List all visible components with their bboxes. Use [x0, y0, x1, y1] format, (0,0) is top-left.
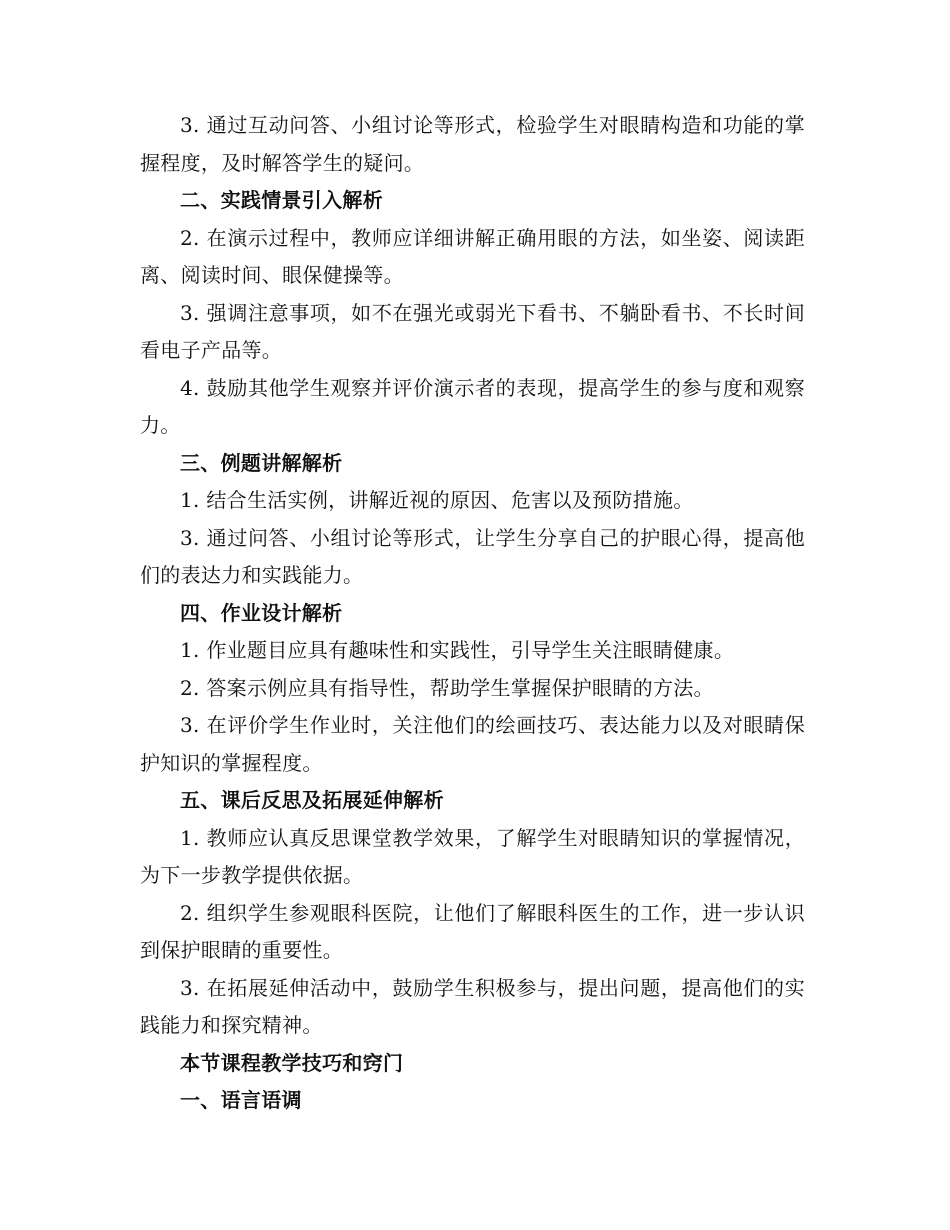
paragraph: 2. 答案示例应具有指导性，帮助学生掌握保护眼睛的方法。 — [180, 675, 714, 700]
paragraph: 1. 教师应认真反思课堂教学效果，了解学生对眼睛知识的掌握情况，为下一步教学提供依据。 — [140, 825, 805, 887]
section-heading: 二、实践情景引入解析 — [180, 188, 383, 212]
paragraph: 3. 通过问答、小组讨论等形式，让学生分享自己的护眼心得，提高他们的表达力和实践能力。 — [140, 525, 805, 587]
section-heading: 本节课程教学技巧和窍门 — [180, 1050, 404, 1075]
section-heading: 一、语言语调 — [180, 1088, 302, 1112]
paragraph: 3. 通过互动问答、小组讨论等形式，检验学生对眼睛构造和功能的掌握程度，及时解答学生的疑问。 — [140, 113, 805, 175]
paragraph: 3. 强调注意事项，如不在强光或弱光下看书、不躺卧看书、不长时间看电子产品等。 — [140, 300, 805, 362]
paragraph: 1. 作业题目应具有趣味性和实践性，引导学生关注眼睛健康。 — [180, 638, 735, 662]
paragraph: 4. 鼓励其他学生观察并评价演示者的表现，提高学生的参与度和观察力。 — [140, 375, 805, 437]
paragraph: 3. 在评价学生作业时，关注他们的绘画技巧、表达能力以及对眼睛保护知识的掌握程度。 — [140, 713, 805, 775]
paragraph: 2. 在演示过程中，教师应详细讲解正确用眼的方法，如坐姿、阅读距离、阅读时间、眼保健操等。 — [140, 225, 805, 287]
section-heading: 三、例题讲解解析 — [180, 450, 343, 475]
paragraph: 3. 在拓展延伸活动中，鼓励学生积极参与，提出问题，提高他们的实践能力和探究精神。 — [140, 975, 805, 1037]
paragraph: 2. 组织学生参观眼科医院，让他们了解眼科医生的工作，进一步认识到保护眼睛的重要性。 — [140, 900, 805, 962]
paragraph: 1. 结合生活实例，讲解近视的原因、危害以及预防措施。 — [180, 488, 694, 512]
section-heading: 五、课后反思及拓展延伸解析 — [180, 788, 444, 812]
document-body — [140, 107, 805, 1120]
section-heading: 四、作业设计解析 — [180, 600, 343, 625]
